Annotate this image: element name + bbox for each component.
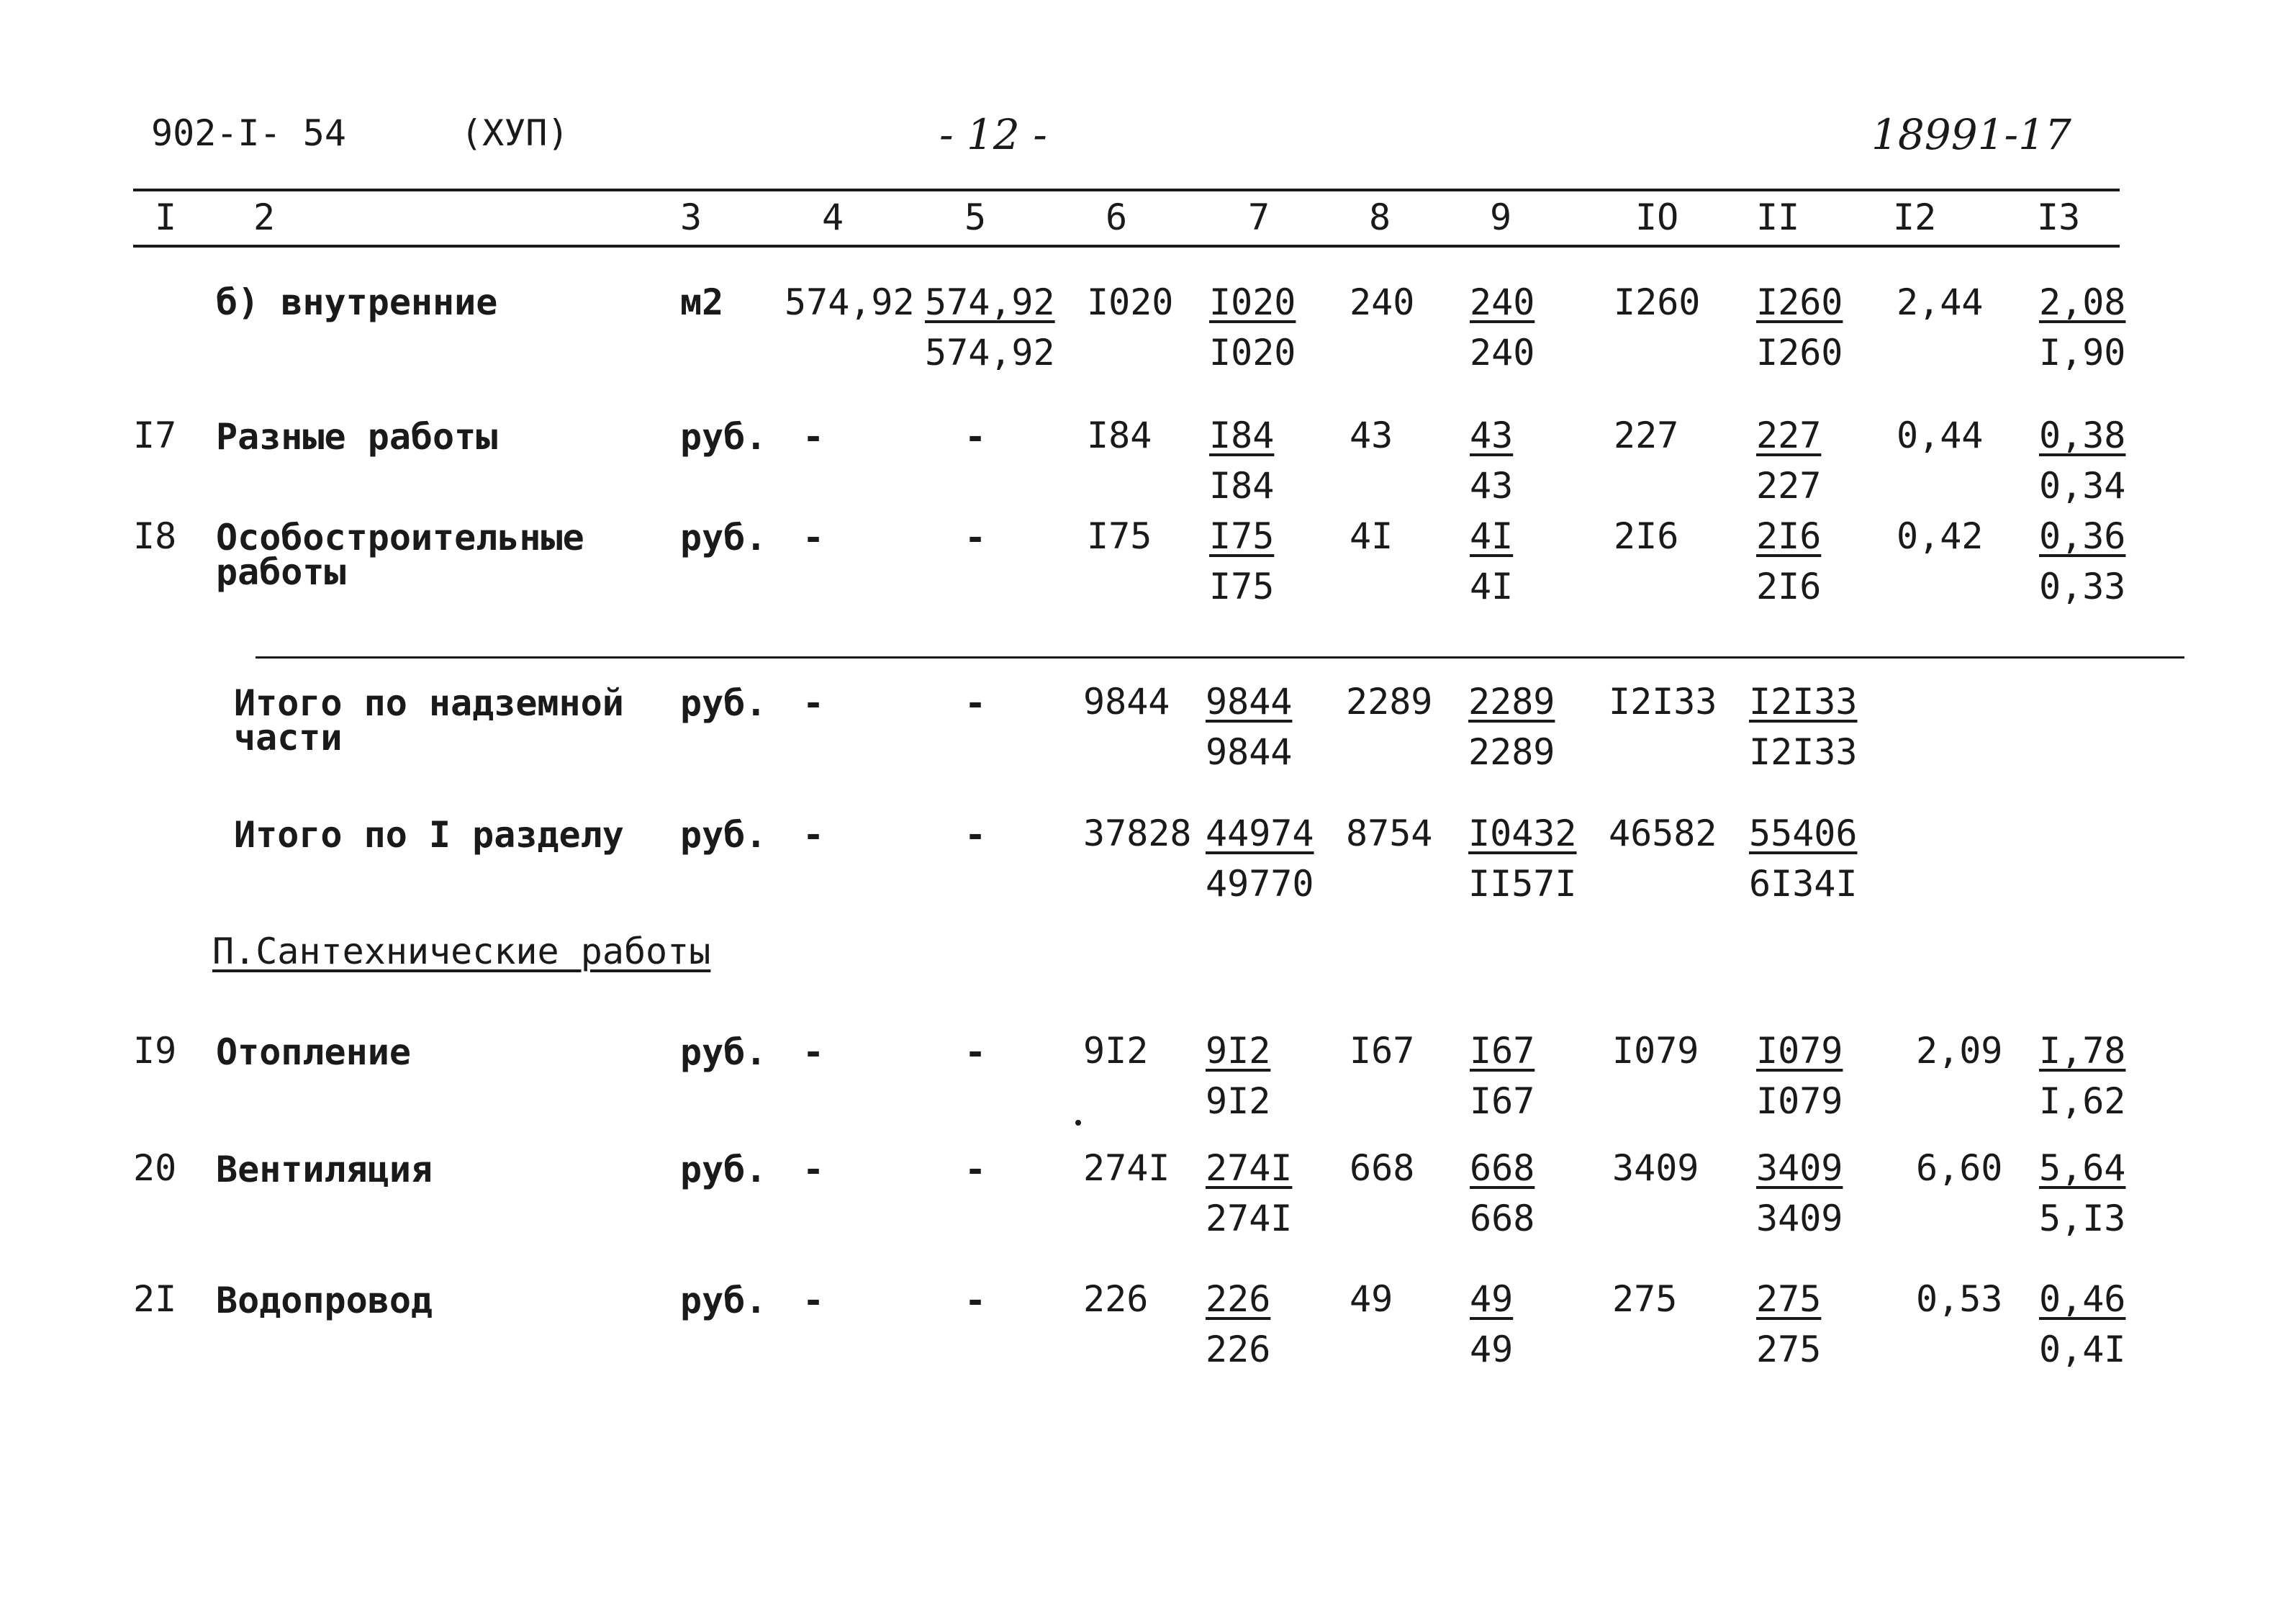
row-c12: 2,44 [1897, 281, 1984, 323]
row-unit: руб. [680, 1031, 767, 1073]
row-unit: руб. [680, 814, 767, 856]
row-c12: 6,60 [1916, 1147, 2003, 1189]
row-c8: 668 [1350, 1147, 1415, 1189]
row-c10: I079 [1612, 1030, 1699, 1072]
row-name-line1: Особостроительные [216, 517, 584, 558]
row-c6: 9844 [1083, 681, 1170, 723]
row-c13-top: 5,64 [2039, 1147, 2126, 1189]
col-header-13: I3 [2037, 196, 2081, 238]
row-c10: 275 [1612, 1278, 1678, 1320]
row-num: I7 [133, 415, 177, 456]
row-c13-bottom: I,62 [2039, 1080, 2126, 1122]
row-c5: - [964, 1280, 987, 1321]
row-c5-top: 574,92 [925, 281, 1055, 323]
row-c4: - [803, 1280, 825, 1321]
section-heading: П.Сантехнические работы [212, 931, 711, 972]
row-c8: 240 [1350, 281, 1415, 323]
row-c9-top: 43 [1470, 415, 1514, 456]
row-c11-bottom: I2I33 [1749, 731, 1858, 773]
col-header-11: II [1756, 196, 1800, 238]
row-unit: руб. [680, 682, 767, 724]
row-c9-top: 2289 [1468, 681, 1555, 723]
row-c9-top: I67 [1470, 1030, 1535, 1072]
row-c6: I75 [1087, 515, 1152, 557]
subtotal-name-line2: части [234, 717, 343, 759]
row-c7-top: 226 [1206, 1278, 1271, 1320]
row-name: Водопровод [216, 1280, 433, 1321]
row-c4: - [803, 814, 825, 856]
row-c13-top: 0,38 [2039, 415, 2126, 456]
col-header-8: 8 [1369, 196, 1391, 238]
row-c4: - [803, 1031, 825, 1073]
row-c6: 37828 [1083, 813, 1192, 854]
row-c6: 9I2 [1083, 1030, 1149, 1072]
row-c5: - [964, 1149, 987, 1190]
row-c5: - [964, 517, 987, 558]
row-c9-top: 240 [1470, 281, 1535, 323]
row-unit: м2 [680, 281, 724, 323]
row-c9-bottom: 668 [1470, 1198, 1535, 1239]
row-c10: 227 [1614, 415, 1679, 456]
page-number: - 12 - [939, 110, 1047, 159]
col-header-1: I [155, 196, 177, 238]
col-header-6: 6 [1106, 196, 1128, 238]
row-c5: - [964, 1031, 987, 1073]
row-name: Вентиляция [216, 1149, 433, 1190]
row-num: I9 [133, 1030, 177, 1072]
col-header-4: 4 [822, 196, 844, 238]
row-c5-bottom: 574,92 [925, 332, 1055, 374]
row-c11-top: 55406 [1749, 813, 1858, 854]
row-c10: I2I33 [1609, 681, 1717, 723]
row-c13-top: 0,46 [2039, 1278, 2126, 1320]
row-c11-top: 2I6 [1756, 515, 1822, 557]
row-c9-bottom: 4I [1470, 566, 1514, 607]
section-total-name: Итого по I разделу [234, 814, 624, 856]
row-c12: 0,44 [1897, 415, 1984, 456]
section-code: (ХУП) [461, 112, 569, 154]
row-c7-top: 44974 [1206, 813, 1314, 854]
row-c13-bottom: 5,I3 [2039, 1198, 2126, 1239]
row-c6: I84 [1087, 415, 1152, 456]
row-c11-bottom: 2I6 [1756, 566, 1822, 607]
row-c8: 2289 [1346, 681, 1433, 723]
col-header-5: 5 [964, 196, 987, 238]
row-c11-top: I2I33 [1749, 681, 1858, 723]
col-header-12: I2 [1893, 196, 1937, 238]
row-name-line2: работы [216, 551, 346, 593]
row-c7-bottom: 9844 [1206, 731, 1293, 773]
row-c11-top: 3409 [1756, 1147, 1843, 1189]
row-unit: руб. [680, 1280, 767, 1321]
row-c4: - [803, 682, 825, 724]
row-c4: - [803, 1149, 825, 1190]
row-c8: I67 [1350, 1030, 1415, 1072]
row-c11-bottom: 275 [1756, 1329, 1822, 1370]
col-header-2: 2 [253, 196, 276, 238]
row-name: б) внутренние [216, 281, 498, 323]
row-c9-bottom: 240 [1470, 332, 1535, 374]
row-c9-bottom: 49 [1470, 1329, 1514, 1370]
header-bottom-rule [133, 245, 2120, 248]
row-c7-bottom: 9I2 [1206, 1080, 1271, 1122]
row-num: 20 [133, 1147, 177, 1189]
row-unit: руб. [680, 416, 767, 458]
row-c10: 46582 [1609, 813, 1717, 854]
row-c9-top: I0432 [1468, 813, 1577, 854]
row-c8: 43 [1350, 415, 1393, 456]
col-header-9: 9 [1490, 196, 1512, 238]
row-c11-bottom: 3409 [1756, 1198, 1843, 1239]
row-c9-bottom: II57I [1468, 863, 1577, 905]
row-c8: 8754 [1346, 813, 1433, 854]
row-c7-bottom: I75 [1209, 566, 1275, 607]
row-c6: 274I [1083, 1147, 1170, 1189]
subtotal-rule [256, 656, 2184, 659]
row-c13-top: 0,36 [2039, 515, 2126, 557]
row-c11-top: 227 [1756, 415, 1822, 456]
row-c10: I260 [1614, 281, 1701, 323]
row-c11-top: I260 [1756, 281, 1843, 323]
row-c13-bottom: 0,34 [2039, 465, 2126, 507]
row-c5: - [964, 416, 987, 458]
row-c7-bottom: 226 [1206, 1329, 1271, 1370]
row-c8: 49 [1350, 1278, 1393, 1320]
row-c4: 574,92 [785, 281, 915, 323]
row-c8: 4I [1350, 515, 1393, 557]
row-c9-top: 668 [1470, 1147, 1535, 1189]
row-num: I8 [133, 515, 177, 557]
inventory-number: 18991-17 [1871, 110, 2071, 159]
row-c9-bottom: 2289 [1468, 731, 1555, 773]
row-c13-bottom: 0,4I [2039, 1329, 2126, 1370]
row-c5: - [964, 814, 987, 856]
row-c7-bottom: I020 [1209, 332, 1296, 374]
row-c9-bottom: 43 [1470, 465, 1514, 507]
row-c13-top: 2,08 [2039, 281, 2126, 323]
row-c7-top: I020 [1209, 281, 1296, 323]
row-unit: руб. [680, 517, 767, 558]
col-header-7: 7 [1248, 196, 1270, 238]
row-c7-top: 9I2 [1206, 1030, 1271, 1072]
row-c13-bottom: I,90 [2039, 332, 2126, 374]
row-c5: - [964, 682, 987, 724]
row-name: Разные работы [216, 416, 498, 458]
row-c11-bottom: I260 [1756, 332, 1843, 374]
row-c11-bottom: 227 [1756, 465, 1822, 507]
row-c11-top: I079 [1756, 1030, 1843, 1072]
row-c12: 0,42 [1897, 515, 1984, 557]
row-c7-top: I75 [1209, 515, 1275, 557]
row-c6: 226 [1083, 1278, 1149, 1320]
row-c11-top: 275 [1756, 1278, 1822, 1320]
col-header-3: 3 [680, 196, 702, 238]
table-top-rule [133, 189, 2120, 191]
row-c11-bottom: 6I34I [1749, 863, 1858, 905]
row-name: Отопление [216, 1031, 411, 1073]
doc-code: 902-I- 54 [151, 112, 346, 154]
row-c7-top: I84 [1209, 415, 1275, 456]
col-header-10: IO [1635, 196, 1679, 238]
row-c7-bottom: 274I [1206, 1198, 1293, 1239]
row-c13-bottom: 0,33 [2039, 566, 2126, 607]
row-c10: 3409 [1612, 1147, 1699, 1189]
row-c4: - [803, 517, 825, 558]
row-c9-bottom: I67 [1470, 1080, 1535, 1122]
row-num: 2I [133, 1278, 177, 1320]
subtotal-name-line1: Итого по надземной [234, 682, 624, 724]
row-c4: - [803, 416, 825, 458]
row-unit: руб. [680, 1149, 767, 1190]
row-c10: 2I6 [1614, 515, 1679, 557]
row-c12: 2,09 [1916, 1030, 2003, 1072]
row-c9-top: 49 [1470, 1278, 1514, 1320]
row-c11-bottom: I079 [1756, 1080, 1843, 1122]
row-c7-bottom: I84 [1209, 465, 1275, 507]
ink-speck [1075, 1120, 1081, 1126]
row-c6: I020 [1087, 281, 1174, 323]
row-c13-top: I,78 [2039, 1030, 2126, 1072]
row-c12: 0,53 [1916, 1278, 2003, 1320]
row-c7-top: 274I [1206, 1147, 1293, 1189]
row-c9-top: 4I [1470, 515, 1514, 557]
row-c7-bottom: 49770 [1206, 863, 1314, 905]
row-c7-top: 9844 [1206, 681, 1293, 723]
